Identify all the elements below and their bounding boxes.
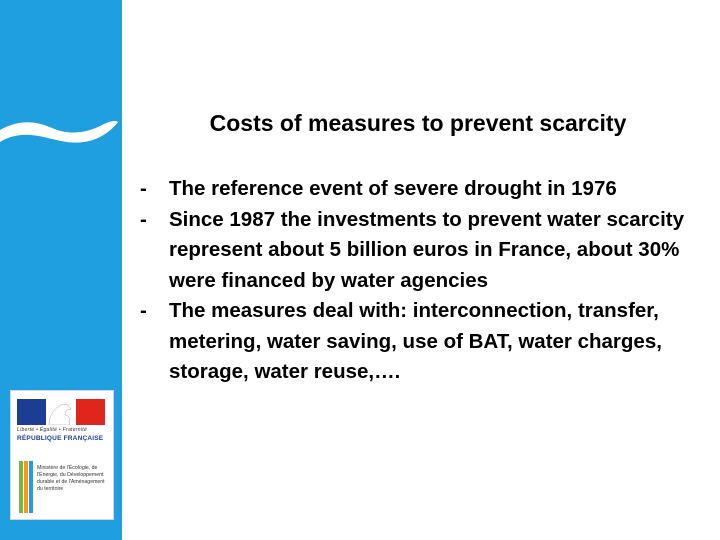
wave-icon: [0, 108, 122, 158]
marianne-flag-icon: [17, 399, 105, 425]
bullet-marker: -: [140, 299, 147, 322]
bullet-item: [140, 296, 715, 388]
sidebar-band: [0, 0, 122, 540]
bullet-marker: -: [140, 207, 147, 231]
ministry-text: Ministère de l'Écologie, de l'Énergie, du Développement durable et de l'Aménagement du territoire: [37, 465, 105, 492]
bullet-text: Since 1987 the investments to prevent water scarcity represent about 5 billion euros in France, about 30% were financed by water agencies: [169, 207, 685, 292]
republic-text: RÉPUBLIQUE FRANÇAISE: [17, 435, 104, 442]
bullet-marker: -: [140, 177, 147, 200]
bullet-list: [140, 174, 715, 388]
bullet-item: [140, 205, 715, 297]
bullet-item: [140, 174, 715, 205]
bullet-text: The measures deal with: interconnection, transfer, metering, water saving, use of BAT, water charges, storage, water reuse,….: [169, 299, 662, 383]
ministry-stripe-icon: [19, 461, 33, 513]
republique-francaise-logo: [10, 390, 114, 520]
bullet-text: The reference event of severe drought in 1976: [169, 177, 617, 200]
slide-title: Costs of measures to prevent scarcity: [209, 110, 627, 136]
motto-text: Liberté • Égalité • Fraternité: [17, 427, 88, 433]
